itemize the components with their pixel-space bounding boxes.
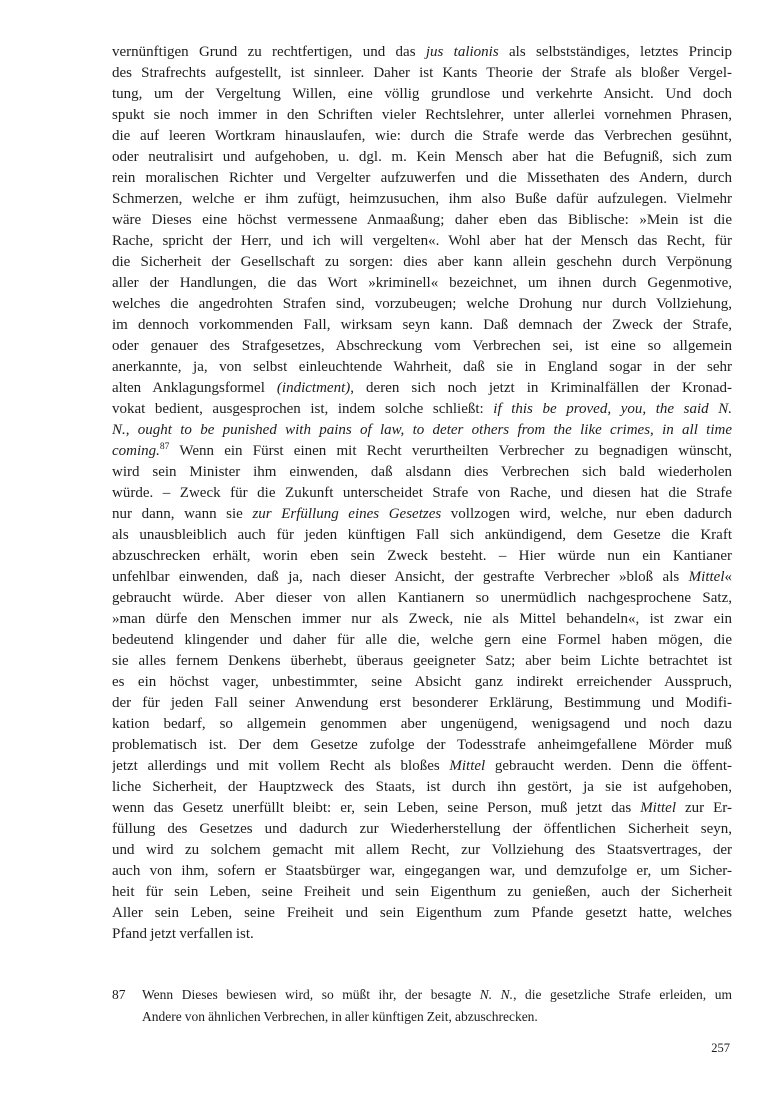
footnote [112, 984, 732, 1028]
text-line: würde. – Zweck für die Zukunft unterscheidet Strafe von Rache, und diesen hat die Strafe [112, 485, 732, 501]
text-line: kation bedarf, so allgemein genommen aber ungenügend, wenigsagend und noch dazu [112, 716, 732, 732]
text-line: alten Anklagungsformel (indictment), deren sich noch jetzt in Kriminalfällen der Kronad- [112, 380, 732, 396]
text-line: vokat bedient, ausgesprochen ist, indem solche schließt: if this be proved, you, the said N. [112, 401, 732, 417]
text-line: abzuschrecken erhält, worin eben sein Zweck besteht. – Hier würde nun ein Kantianer [112, 548, 732, 564]
text-line: oder neutralisirt und aufgehoben, u. dgl. m. Kein Mensch aber hat die Befugniß, sich zum [112, 149, 732, 165]
text-line: N., ought to be punished with pains of law, to deter others from the like crimes, in all time [112, 422, 732, 438]
text-line: als unausbleiblich auch für jeden künftigen Fall sich ankündigend, dem Gesetze die Kraft [112, 527, 732, 543]
text-line: aller der Handlungen, die das Wort »kriminell« bezeichnet, um ihnen durch Gegenmotive, [112, 275, 732, 291]
main-text-paragraph [112, 42, 732, 945]
text-line: füllung des Gesetzes und dadurch zur Wiederherstellung der öffentlichen Sicherheit seyn, [112, 821, 732, 837]
text-line: des Strafrechts aufgestellt, ist sinnleer. Daher ist Kants Theorie der Strafe als bloßer Vergel- [112, 65, 732, 81]
text-line: die Sicherheit der Gesellschaft zu sorgen: dies aber kann allein geschehn durch Verpönung [112, 254, 732, 270]
text-line: Rache, spricht der Herr, und ich will vergelten«. Wohl aber hat der Mensch das Recht, für [112, 233, 732, 249]
text-line: anerkannte, ja, von selbst einleuchtende Wahrheit, daß sie in England sogar in der sehr [112, 359, 732, 375]
text-line: der für jeden Fall seiner Anwendung erst besonderer Erklärung, Bestimmung und Modifi- [112, 695, 732, 711]
text-line: »man dürfe den Menschen immer nur als Zweck, nie als Mittel behandeln«, ist zwar ein [112, 611, 732, 627]
text-line: Wenn Dieses bewiesen wird, so müßt ihr, der besagte N. N., die gesetzliche Strafe erleiden, um [142, 987, 732, 1002]
text-line: bedeutend klingender und daher für alle die, welche gern eine Formel haben mögen, die [112, 632, 732, 648]
text-line: im dennoch vorkommenden Fall, wirksam seyn kann. Daß demnach der Zweck der Strafe, [112, 317, 732, 333]
text-line: unfehlbar einwenden, daß ja, nach dieser Ansicht, der gestrafte Verbrecher »bloß als Mittel« [112, 569, 732, 585]
text-line: coming.$^{87}$ Wenn ein Fürst einen mit Recht verurtheilten Verbrecher zu begnadigen wünscht, [112, 442, 732, 459]
footnote-number: 87 [112, 987, 126, 1002]
text-line: spukt sie noch immer in den Schriften vieler Rechtslehrer, unter allerlei vornehmen Phrasen, [112, 107, 732, 123]
text-line: oder genauer des Strafgesetzes, Abschreckung vom Verbrechen sei, ist eine so allgemein [112, 338, 732, 354]
text-line: gebraucht würde. Aber dieser von allen Kantianern so unermüdlich nachgesprochene Satz, [112, 590, 732, 606]
text-line: problematisch ist. Der dem Gesetze zufolge der Todesstrafe anheimgefallene Mörder muß [112, 737, 732, 753]
text-line: Pfand jetzt verfallen ist. [112, 926, 254, 942]
text-line: Aller sein Leben, seine Freiheit und sein Eigenthum zum Pfande gesetzt hatte, welches [112, 905, 732, 921]
page-number: 257 [711, 1041, 730, 1055]
text-line: welches die angedrohten Strafen sind, vorzubeugen; welche Drohung nur durch Vollziehung, [112, 296, 732, 312]
text-line: vernünftigen Grund zu rechtfertigen, und das jus talionis als selbstständiges, letztes Princip [112, 44, 732, 60]
text-line: wenn das Gesetz unerfüllt bleibt: er, sein Leben, seine Person, muß jetzt das Mittel zur Er- [112, 800, 732, 816]
text-line: Schmerzen, welche er ihm zufügt, heimzusuchen, ihm also Buße dafür aufzulegen. Vielmehr [112, 191, 732, 207]
text-line: und wird zu solchem gemacht mit allem Recht, zur Vollziehung des Staatsvertrages, der [112, 842, 732, 858]
text-line: nur dann, wann sie zur Erfüllung eines Gesetzes vollzogen wird, welche, nur eben dadurch [112, 506, 732, 522]
text-line: die auf leeren Wortkram hinauslaufen, wie: durch die Strafe werde das Verbrechen gesühnt, [112, 128, 732, 144]
text-line: sie alles fernem Denkens überhebt, überaus geeigneter Satz; aber beim Lichte betrachtet ist [112, 653, 732, 669]
text-line: heit für sein Leben, seine Freiheit und sein Eigenthum zu genießen, auch der Sicherheit [112, 884, 732, 900]
text-line: Andere von ähnlichen Verbrechen, in aller künftigen Zeit, abzuschrecken. [142, 1009, 538, 1024]
text-line: liche Sicherheit, der Hauptzweck des Staats, ist durch ihn gestört, ja sie ist aufgehoben, [112, 779, 732, 795]
text-line: tung, um der Vergeltung Willen, eine völlig grundlose und verkehrte Ansicht. Und doch [112, 86, 732, 102]
text-line: wäre Dieses eine höchst vermessene Anmaaßung; daher eben das Biblische: »Mein ist die [112, 212, 732, 228]
text-line: es ein höchst vager, unbestimmter, seine Absicht ganz indirekt erreichender Ausspruch, [112, 674, 732, 690]
text-line: wird sein Minister ihm einwenden, daß alsdann dies Verbrechen sich bald wiederholen [112, 464, 732, 480]
text-line: auch von ihm, sofern er Staatsbürger war, eingegangen war, und demzufolge er, um Sicher- [112, 863, 732, 879]
text-line: rein moralischen Richter und Vergelter aufzuwerfen und die Missethaten des Andern, durch [112, 170, 732, 186]
text-line: jetzt allerdings und mit vollem Recht als bloßes Mittel gebraucht werden. Denn die öffent- [112, 758, 732, 774]
footnote-text [142, 984, 732, 1028]
